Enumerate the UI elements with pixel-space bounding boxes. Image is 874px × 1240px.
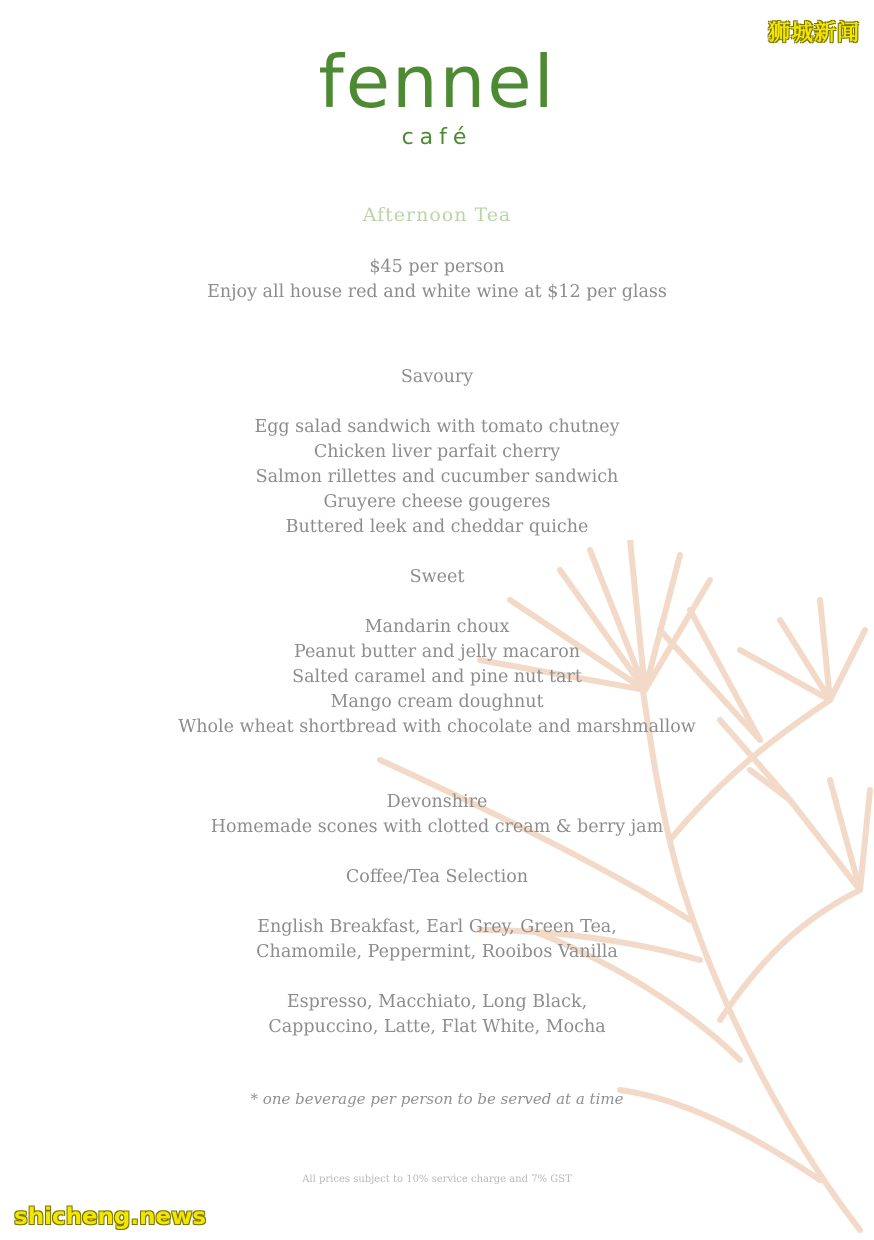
coffee-line: Espresso, Macchiato, Long Black, [286, 992, 588, 1012]
section-heading-savoury: Savoury [400, 367, 474, 387]
menu-item: Whole wheat shortbread with chocolate and marshmallow [178, 717, 696, 737]
logo-cafe: café [401, 125, 473, 150]
menu-item: Egg salad sandwich with tomato chutney [254, 417, 620, 437]
menu-item: Homemade scones with clotted cream & berry jam [210, 817, 664, 837]
menu-title: Afternoon Tea [362, 204, 512, 226]
section-heading-beverages: Coffee/Tea Selection [345, 867, 529, 887]
menu-item: Salted caramel and pine nut tart [292, 667, 582, 687]
section-heading-sweet: Sweet [409, 567, 465, 587]
beverage-note: * one beverage per person to be served at a time [250, 1090, 624, 1108]
coffee-line: Cappuccino, Latte, Flat White, Mocha [268, 1017, 606, 1037]
wine-line: Enjoy all house red and white wine at $12 per glass [207, 282, 667, 302]
menu-item: Mandarin choux [364, 617, 510, 637]
section-heading-devonshire: Devonshire [386, 792, 488, 812]
menu-item: Buttered leek and cheddar quiche [285, 517, 589, 537]
logo-fennel: fennel [318, 40, 556, 124]
price-line: $45 per person [369, 257, 505, 277]
menu-item: Peanut butter and jelly macaron [293, 642, 581, 662]
menu-item: Gruyere cheese gougeres [323, 492, 551, 512]
service-charge-note: All prices subject to 10% service charge and 7% GST [302, 1174, 572, 1185]
tea-line: Chamomile, Peppermint, Rooibos Vanilla [256, 942, 618, 962]
tea-line: English Breakfast, Earl Grey, Green Tea, [257, 917, 617, 937]
menu-item: Salmon rillettes and cucumber sandwich [255, 467, 619, 487]
watermark-chinese: 狮城新闻 [767, 21, 860, 46]
watermark-site: shicheng.news [14, 1204, 207, 1230]
menu-item: Mango cream doughnut [330, 692, 544, 712]
menu-item: Chicken liver parfait cherry [313, 442, 561, 462]
